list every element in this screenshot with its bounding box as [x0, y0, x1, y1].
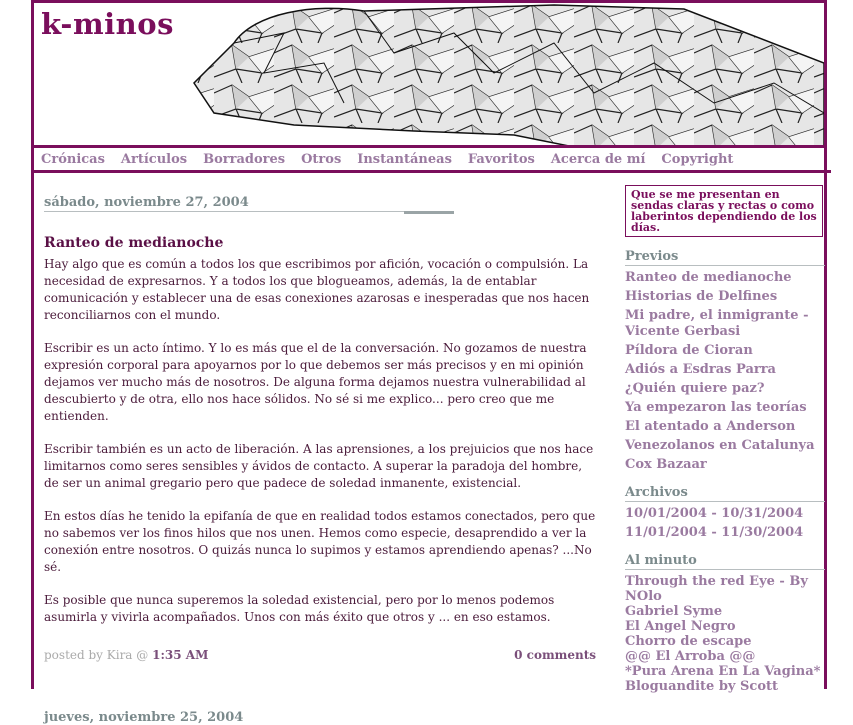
- post-date: sábado, noviembre 27, 2004: [44, 195, 454, 212]
- archivo-link[interactable]: 11/01/2004 - 11/30/2004: [625, 525, 804, 540]
- post-paragraph: Escribir es un acto íntimo. Y lo es más que el de la conversación. No gozamos de nuestra expresión corporal para apoyarnos por lo que debemos ser más precisos y en mi opinión dejamos ver mucho más de nosotros. De alguna forma dejamos nuestra vulnerabilidad al descubierto y de otra, ello nos hace sólidos. No sé si me explico... pero creo que me entienden.: [44, 341, 587, 423]
- header-banner: [34, 0, 824, 148]
- archivos-heading: Archivos: [625, 485, 825, 502]
- nav-instantaneas[interactable]: Instantáneas: [357, 152, 452, 167]
- previos-link[interactable]: Ya empezaron las teorías: [625, 400, 807, 415]
- post-paragraph: Hay algo que es común a todos los que escribimos por afición, vocación o compulsión. La necesidad de expresarnos. Y a todos los que blogueamos, además, la de entablar comunicación y establecer una de esas conexiones azarosas e inesperadas que nos hacen reconciliarnos con el mundo.: [44, 257, 590, 322]
- blog-link[interactable]: Through the red Eye - By NOlo: [625, 574, 808, 604]
- nav-cronicas[interactable]: Crónicas: [41, 152, 105, 167]
- post-title[interactable]: Ranteo de medianoche: [44, 235, 224, 251]
- tagline: Que se me presentan en sendas claras y rectas o como laberintos dependiendo de los días.: [625, 185, 823, 237]
- previos-heading: Previos: [625, 249, 825, 266]
- alminuto-heading: Al minuto: [625, 553, 825, 570]
- main-column: [44, 195, 596, 725]
- comments-link[interactable]: 0 comments: [514, 648, 596, 662]
- blog-link[interactable]: Bloguandite by Scott: [625, 679, 778, 694]
- post-paragraph: Escribir también es un acto de liberación. A las aprensiones, a los prejuicios que nos hace limitarnos como seres sensibles y ávidos de contacto. A superar la paradoja del hombre, de ser un animal gregario pero que padece de soledad inmanente, existencial.: [44, 442, 594, 490]
- next-post-date: jueves, noviembre 25, 2004: [44, 710, 244, 725]
- previos-list: [625, 270, 825, 473]
- previos-link[interactable]: Píldora de Cioran: [625, 343, 753, 358]
- post-footer: [44, 648, 596, 662]
- nav-copyright[interactable]: Copyright: [661, 152, 734, 167]
- post-paragraph: En estos días he tenido la epifanía de que en realidad todos estamos conectados, pero que no sabemos ver los finos hilos que nos unen. Hemos como especie, desaprendido a ver la conexión entre nosotros. O quizás nunca lo supimos y estamos aprendiendo apenas? ...No sé.: [44, 509, 596, 574]
- previos-link[interactable]: Ranteo de medianoche: [625, 270, 792, 285]
- post-body: [44, 256, 596, 626]
- archivos-list: [625, 506, 825, 541]
- blog-link[interactable]: @@ El Arroba @@: [625, 649, 756, 664]
- alminuto-list: [625, 574, 825, 694]
- nav-acerca[interactable]: Acerca de mí: [550, 152, 646, 167]
- site-title[interactable]: k-minos: [41, 7, 174, 41]
- nav-borradores[interactable]: Borradores: [203, 152, 286, 167]
- page-frame: [31, 0, 827, 725]
- previos-link[interactable]: Cox Bazaar: [625, 457, 707, 472]
- blog-link[interactable]: El Angel Negro: [625, 619, 736, 634]
- archivo-link[interactable]: 10/01/2004 - 10/31/2004: [625, 506, 804, 521]
- posted-by: posted by Kira @: [44, 648, 149, 662]
- previos-link[interactable]: El atentado a Anderson: [625, 419, 796, 434]
- post-time-link[interactable]: 1:35 AM: [152, 648, 209, 662]
- post-byline: [44, 648, 208, 662]
- previos-link[interactable]: Adiós a Esdras Parra: [625, 362, 776, 377]
- blog-link[interactable]: Chorro de escape: [625, 634, 752, 649]
- previos-link[interactable]: Mi padre, el inmigrante - Vicente Gerbasi: [625, 308, 809, 339]
- post-paragraph: Es posible que nunca superemos la soledad existencial, pero por lo menos podemos asumirla y vivirla acompañados. Unos con más éxito que otros y ... en eso estamos.: [44, 593, 555, 624]
- previos-link[interactable]: Venezolanos en Catalunya: [625, 438, 815, 453]
- previos-link[interactable]: ¿Quién quiere paz?: [625, 381, 765, 396]
- blog-link[interactable]: *Pura Arena En La Vagina*: [625, 664, 821, 679]
- nav-favoritos[interactable]: Favoritos: [467, 152, 535, 167]
- blog-link[interactable]: Gabriel Syme: [625, 604, 723, 619]
- top-nav: [34, 148, 831, 173]
- sidebar: [625, 185, 825, 694]
- previos-link[interactable]: Historias de Delfines: [625, 289, 778, 304]
- nav-otros[interactable]: Otros: [301, 152, 342, 167]
- nav-articulos[interactable]: Artículos: [120, 152, 188, 167]
